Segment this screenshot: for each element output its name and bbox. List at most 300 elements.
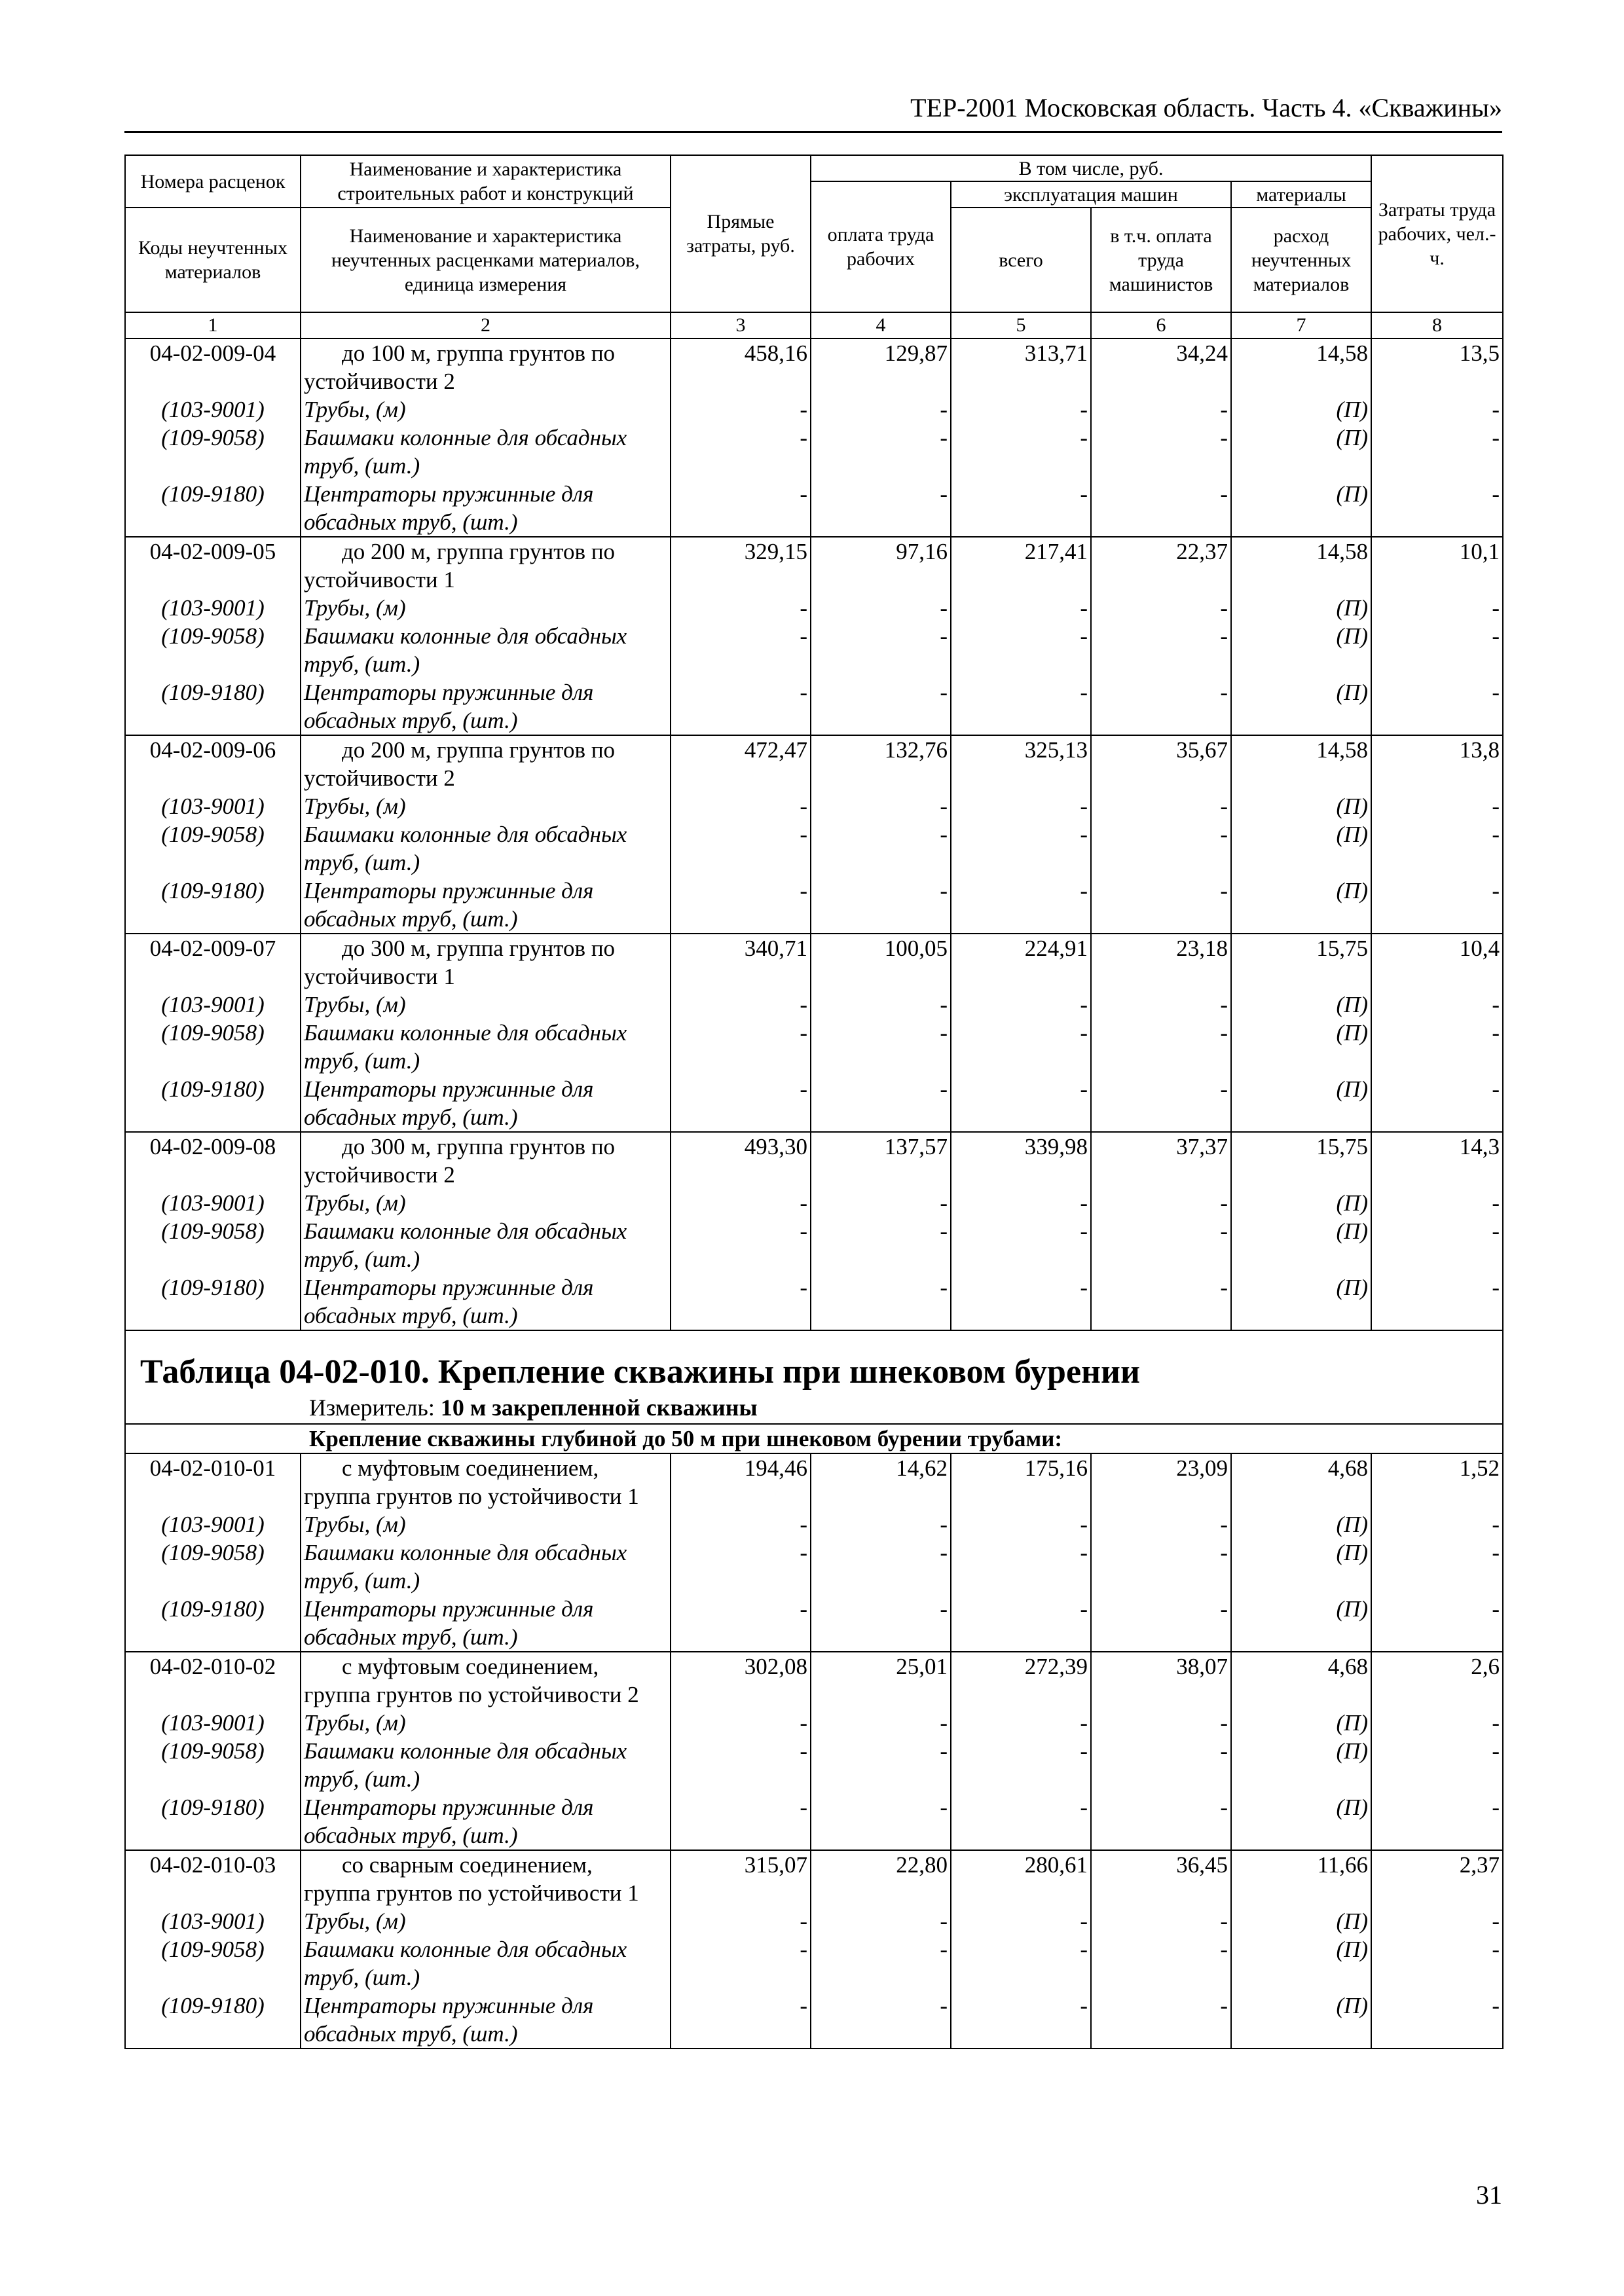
machines-cell: [951, 1453, 1091, 1652]
machinists-cell: [1091, 735, 1231, 934]
material-wages-value: -: [940, 1540, 948, 1565]
labor-value: 2,37: [1459, 1852, 1500, 1878]
rate-code-cell: [125, 1132, 301, 1330]
wages-cell: [811, 1652, 951, 1850]
work-name-line: со сварным соединением,: [342, 1852, 593, 1878]
rate-code: 04-02-010-03: [149, 1852, 276, 1878]
material-labor-value: -: [1492, 425, 1500, 450]
material-direct-value: -: [800, 992, 807, 1017]
material-machines-value: -: [1080, 1190, 1088, 1216]
header-wages: оплата труда рабочих: [811, 181, 951, 312]
material-name: Трубы, (м): [304, 1710, 406, 1736]
material-code: (103-9001): [161, 1710, 265, 1736]
rate-record: [125, 537, 1503, 735]
material-wages-value: -: [940, 1190, 948, 1216]
machinists-value: 22,37: [1176, 539, 1228, 564]
material-machinists-value: -: [1220, 822, 1228, 847]
material-machinists-value: -: [1220, 793, 1228, 819]
work-name-line: до 300 м, группа грунтов по: [342, 936, 616, 961]
material-code: (109-9058): [161, 623, 265, 649]
wages-value: 100,05: [884, 936, 948, 961]
material-machines-value: -: [1080, 1993, 1088, 2018]
rate-code: 04-02-010-02: [149, 1654, 276, 1679]
material-name: обсадных труб, (шт.): [304, 2021, 518, 2047]
materials-value: 15,75: [1316, 1134, 1369, 1159]
material-machines-value: -: [1080, 397, 1088, 422]
material-machinists-value: -: [1220, 1275, 1228, 1300]
material-name: Трубы, (м): [304, 992, 406, 1017]
material-materials-value: (П): [1336, 1275, 1369, 1300]
material-name: обсадных труб, (шт.): [304, 1823, 518, 1848]
rate-code-cell: [125, 934, 301, 1132]
running-header: ТЕР-2001 Московская область. Часть 4. «Скважины»: [910, 93, 1502, 122]
material-machinists-value: -: [1220, 1512, 1228, 1537]
material-direct-value: -: [800, 623, 807, 649]
material-name: обсадных труб, (шт.): [304, 1303, 518, 1328]
material-wages-value: -: [940, 623, 948, 649]
machinists-cell: [1091, 1453, 1231, 1652]
material-machines-value: -: [1080, 793, 1088, 819]
material-wages-value: -: [940, 992, 948, 1017]
material-name: обсадных труб, (шт.): [304, 1624, 518, 1650]
rate-name-cell: [301, 1453, 671, 1652]
direct-value: 458,16: [744, 340, 807, 366]
material-machinists-value: -: [1220, 1190, 1228, 1216]
direct-value: 340,71: [744, 936, 807, 961]
wages-cell: [811, 1850, 951, 2049]
material-machines-value: -: [1080, 1020, 1088, 1046]
rate-code-cell: [125, 1453, 301, 1652]
material-direct-value: -: [800, 1908, 807, 1934]
materials-cell: [1231, 1453, 1371, 1652]
machines-value: 224,91: [1024, 936, 1088, 961]
section-block: [125, 1330, 1503, 1453]
material-direct-value: -: [800, 1937, 807, 1962]
material-labor-value: -: [1492, 1596, 1500, 1622]
material-labor-value: -: [1492, 878, 1500, 903]
rate-name-cell: [301, 1652, 671, 1850]
direct-value: 472,47: [744, 737, 807, 763]
material-materials-value: (П): [1336, 793, 1369, 819]
material-wages-value: -: [940, 793, 948, 819]
wages-cell: [811, 934, 951, 1132]
materials-value: 14,58: [1316, 737, 1369, 763]
materials-cell: [1231, 1132, 1371, 1330]
price-table: [124, 155, 1504, 2049]
material-machinists-value: -: [1220, 1937, 1228, 1962]
material-machinists-value: -: [1220, 425, 1228, 450]
labor-cell: [1371, 1132, 1503, 1330]
material-code: (109-9058): [161, 1218, 265, 1244]
rate-record: [125, 735, 1503, 934]
header-direct-costs: Прямые затраты, руб.: [671, 155, 811, 312]
machinists-cell: [1091, 537, 1231, 735]
wages-cell: [811, 338, 951, 537]
material-labor-value: -: [1492, 1710, 1500, 1736]
rate-code: 04-02-009-07: [149, 936, 276, 961]
work-name-line: с муфтовым соединением,: [342, 1455, 599, 1481]
material-machinists-value: -: [1220, 1908, 1228, 1934]
material-direct-value: -: [800, 595, 807, 621]
material-labor-value: -: [1492, 1795, 1500, 1820]
header-rate-numbers: Номера расценок: [125, 155, 301, 208]
direct-value: 302,08: [744, 1654, 807, 1679]
material-labor-value: -: [1492, 1218, 1500, 1244]
material-materials-value: (П): [1336, 1738, 1369, 1764]
material-direct-value: -: [800, 481, 807, 507]
work-name-line: группа грунтов по устойчивости 2: [304, 1682, 639, 1707]
material-labor-value: -: [1492, 397, 1500, 422]
machines-value: 175,16: [1024, 1455, 1088, 1481]
material-labor-value: -: [1492, 623, 1500, 649]
materials-value: 15,75: [1316, 936, 1369, 961]
material-code: (109-9058): [161, 425, 265, 450]
material-wages-value: -: [940, 1076, 948, 1102]
rate-record: [125, 1850, 1503, 2049]
machines-cell: [951, 1850, 1091, 2049]
material-machinists-value: -: [1220, 1076, 1228, 1102]
header-labor-costs: Затраты труда рабочих, чел.-ч.: [1371, 155, 1503, 312]
rate-code: 04-02-010-01: [149, 1455, 276, 1481]
material-wages-value: -: [940, 1795, 948, 1820]
header-materials-group: материалы: [1231, 181, 1371, 208]
material-machines-value: -: [1080, 481, 1088, 507]
material-labor-value: -: [1492, 1937, 1500, 1962]
machines-cell: [951, 934, 1091, 1132]
material-name: труб, (шт.): [304, 651, 420, 677]
machines-cell: [951, 1652, 1091, 1850]
column-number: 8: [1371, 312, 1503, 338]
material-machines-value: -: [1080, 623, 1088, 649]
material-materials-value: (П): [1336, 1596, 1369, 1622]
material-code: (109-9180): [161, 878, 265, 903]
materials-value: 11,66: [1317, 1852, 1369, 1878]
material-wages-value: -: [940, 425, 948, 450]
material-materials-value: (П): [1336, 1218, 1369, 1244]
material-code: (109-9180): [161, 680, 265, 705]
measure-line: [126, 1394, 1502, 1423]
material-materials-value: (П): [1336, 1190, 1369, 1216]
header-uncounted-materials: расход неучтенных материалов: [1231, 208, 1371, 312]
material-code: (109-9180): [161, 1993, 265, 2018]
material-labor-value: -: [1492, 595, 1500, 621]
column-number: 2: [301, 312, 671, 338]
rate-code-cell: [125, 1652, 301, 1850]
header-work-name: Наименование и характеристика строительных работ и конструкций: [301, 155, 671, 208]
material-name: обсадных труб, (шт.): [304, 509, 518, 535]
material-machines-value: -: [1080, 1540, 1088, 1565]
wages-value: 22,80: [896, 1852, 948, 1878]
rate-name-cell: [301, 338, 671, 537]
material-code: (103-9001): [161, 992, 265, 1017]
labor-value: 13,8: [1459, 737, 1500, 763]
work-name-line: группа грунтов по устойчивости 1: [304, 1484, 639, 1509]
work-name-line: до 100 м, группа грунтов по: [342, 340, 616, 366]
rate-code-cell: [125, 735, 301, 934]
material-direct-value: -: [800, 397, 807, 422]
material-wages-value: -: [940, 1596, 948, 1622]
material-machinists-value: -: [1220, 595, 1228, 621]
labor-cell: [1371, 338, 1503, 537]
rate-name-cell: [301, 934, 671, 1132]
material-name: обсадных труб, (шт.): [304, 708, 518, 733]
material-machines-value: -: [1080, 878, 1088, 903]
machinists-value: 34,24: [1176, 340, 1228, 366]
material-labor-value: -: [1492, 793, 1500, 819]
direct-cell: [671, 735, 811, 934]
material-labor-value: -: [1492, 1512, 1500, 1537]
material-name: Центраторы пружинные для: [304, 1795, 594, 1820]
material-labor-value: -: [1492, 1738, 1500, 1764]
material-wages-value: -: [940, 1275, 948, 1300]
material-wages-value: -: [940, 1993, 948, 2018]
material-code: (109-9058): [161, 1540, 265, 1565]
material-labor-value: -: [1492, 1993, 1500, 2018]
work-name-line: устойчивости 2: [304, 765, 455, 791]
material-materials-value: (П): [1336, 1908, 1369, 1934]
material-machinists-value: -: [1220, 397, 1228, 422]
material-machinists-value: -: [1220, 623, 1228, 649]
material-labor-value: -: [1492, 680, 1500, 705]
material-name: Центраторы пружинные для: [304, 878, 594, 903]
labor-cell: [1371, 1652, 1503, 1850]
material-direct-value: -: [800, 425, 807, 450]
material-code: (103-9001): [161, 793, 265, 819]
machinists-value: 37,37: [1176, 1134, 1228, 1159]
machinists-value: 35,67: [1176, 737, 1228, 763]
direct-cell: [671, 1132, 811, 1330]
material-machinists-value: -: [1220, 481, 1228, 507]
material-materials-value: (П): [1336, 595, 1369, 621]
machines-value: 217,41: [1024, 539, 1088, 564]
rate-code-cell: [125, 537, 301, 735]
material-materials-value: (П): [1336, 1512, 1369, 1537]
column-number: 6: [1091, 312, 1231, 338]
column-number: 7: [1231, 312, 1371, 338]
material-machinists-value: -: [1220, 1596, 1228, 1622]
work-name-line: устойчивости 2: [304, 369, 455, 394]
material-direct-value: -: [800, 1795, 807, 1820]
material-machinists-value: -: [1220, 1710, 1228, 1736]
rate-name-cell: [301, 1850, 671, 2049]
material-machines-value: -: [1080, 1596, 1088, 1622]
material-name: Центраторы пружинные для: [304, 1596, 594, 1622]
labor-cell: [1371, 1453, 1503, 1652]
material-code: (109-9058): [161, 822, 265, 847]
material-machines-value: -: [1080, 1795, 1088, 1820]
rate-name-cell: [301, 735, 671, 934]
material-materials-value: (П): [1336, 1020, 1369, 1046]
work-name-line: до 200 м, группа грунтов по: [342, 539, 616, 564]
material-direct-value: -: [800, 1710, 807, 1736]
materials-cell: [1231, 1652, 1371, 1850]
column-number: 4: [811, 312, 951, 338]
materials-cell: [1231, 735, 1371, 934]
material-labor-value: -: [1492, 1275, 1500, 1300]
material-materials-value: (П): [1336, 481, 1369, 507]
machines-cell: [951, 537, 1091, 735]
material-code: (109-9180): [161, 1795, 265, 1820]
material-direct-value: -: [800, 1993, 807, 2018]
materials-cell: [1231, 338, 1371, 537]
material-code: (103-9001): [161, 397, 265, 422]
material-direct-value: -: [800, 1020, 807, 1046]
machines-cell: [951, 735, 1091, 934]
material-name: Башмаки колонные для обсадных: [304, 1218, 627, 1244]
header-material-names: Наименование и характеристика неучтенных расценками материалов, единица измерения: [301, 208, 671, 312]
materials-value: 4,68: [1327, 1455, 1369, 1481]
rate-record: [125, 1453, 1503, 1652]
machinists-cell: [1091, 338, 1231, 537]
page-number: 31: [1476, 2180, 1502, 2210]
machinists-cell: [1091, 1132, 1231, 1330]
material-code: (109-9058): [161, 1738, 265, 1764]
material-machinists-value: -: [1220, 680, 1228, 705]
material-direct-value: -: [800, 1218, 807, 1244]
material-name: Центраторы пружинные для: [304, 680, 594, 705]
material-name: Трубы, (м): [304, 1908, 406, 1934]
header-machines-total: всего: [951, 208, 1091, 312]
material-name: труб, (шт.): [304, 1048, 420, 1074]
labor-value: 13,5: [1459, 340, 1500, 366]
machines-value: 313,71: [1024, 340, 1088, 366]
material-direct-value: -: [800, 1076, 807, 1102]
material-name: обсадных труб, (шт.): [304, 1104, 518, 1130]
material-machinists-value: -: [1220, 1218, 1228, 1244]
direct-cell: [671, 1850, 811, 2049]
direct-cell: [671, 1652, 811, 1850]
labor-value: 2,6: [1471, 1654, 1500, 1679]
work-name-line: устойчивости 1: [304, 567, 455, 592]
section-subheading: Крепление скважины глубиной до 50 м при шнековом бурении трубами:: [125, 1424, 1503, 1453]
rate-name-cell: [301, 1132, 671, 1330]
material-labor-value: -: [1492, 1540, 1500, 1565]
material-machines-value: -: [1080, 1738, 1088, 1764]
machinists-value: 23,09: [1176, 1455, 1228, 1481]
rate-code-cell: [125, 1850, 301, 2049]
material-wages-value: -: [940, 1738, 948, 1764]
work-name-line: устойчивости 1: [304, 964, 455, 989]
labor-value: 14,3: [1459, 1134, 1500, 1159]
material-name: Центраторы пружинные для: [304, 1275, 594, 1300]
materials-value: 14,58: [1316, 539, 1369, 564]
records-part1: [125, 338, 1503, 1330]
material-name: Трубы, (м): [304, 793, 406, 819]
wages-value: 14,62: [896, 1455, 948, 1481]
material-wages-value: -: [940, 1218, 948, 1244]
material-name: Центраторы пружинные для: [304, 1076, 594, 1102]
direct-cell: [671, 1453, 811, 1652]
material-materials-value: (П): [1336, 1710, 1369, 1736]
material-name: Трубы, (м): [304, 1512, 406, 1537]
material-direct-value: -: [800, 1190, 807, 1216]
wages-cell: [811, 1132, 951, 1330]
material-machines-value: -: [1080, 425, 1088, 450]
material-machines-value: -: [1080, 595, 1088, 621]
work-name-line: устойчивости 2: [304, 1162, 455, 1188]
material-machinists-value: -: [1220, 1738, 1228, 1764]
machinists-value: 36,45: [1176, 1852, 1228, 1878]
material-direct-value: -: [800, 878, 807, 903]
material-wages-value: -: [940, 1937, 948, 1962]
rate-code: 04-02-009-06: [149, 737, 276, 763]
material-machines-value: -: [1080, 680, 1088, 705]
material-name: Центраторы пружинные для: [304, 1993, 594, 2018]
material-name: труб, (шт.): [304, 1965, 420, 1990]
material-wages-value: -: [940, 1710, 948, 1736]
machines-value: 325,13: [1024, 737, 1088, 763]
material-name: труб, (шт.): [304, 453, 420, 479]
machines-cell: [951, 1132, 1091, 1330]
table-title: Таблица 04-02-010. Крепление скважины при шнековом бурении: [140, 1353, 1140, 1391]
header-material-codes: Коды неучтенных материалов: [125, 208, 301, 312]
material-materials-value: (П): [1336, 680, 1369, 705]
wages-value: 25,01: [896, 1654, 948, 1679]
rate-code: 04-02-009-04: [149, 340, 276, 366]
direct-value: 493,30: [744, 1134, 807, 1159]
work-name-line: с муфтовым соединением,: [342, 1654, 599, 1679]
material-labor-value: -: [1492, 1908, 1500, 1934]
machinists-cell: [1091, 934, 1231, 1132]
material-direct-value: -: [800, 1738, 807, 1764]
material-code: (109-9058): [161, 1020, 265, 1046]
material-name: труб, (шт.): [304, 850, 420, 875]
rate-record: [125, 1652, 1503, 1850]
material-code: (109-9180): [161, 1275, 265, 1300]
section-title-cell: [125, 1330, 1503, 1424]
wages-cell: [811, 735, 951, 934]
wages-cell: [811, 537, 951, 735]
material-machines-value: -: [1080, 992, 1088, 1017]
material-name: Башмаки колонные для обсадных: [304, 1937, 627, 1962]
material-wages-value: -: [940, 1908, 948, 1934]
material-materials-value: (П): [1336, 992, 1369, 1017]
material-wages-value: -: [940, 1020, 948, 1046]
material-labor-value: -: [1492, 1076, 1500, 1102]
material-name: Трубы, (м): [304, 1190, 406, 1216]
table-header: [125, 155, 1503, 338]
material-labor-value: -: [1492, 1020, 1500, 1046]
rate-code: 04-02-009-05: [149, 539, 276, 564]
material-name: Башмаки колонные для обсадных: [304, 822, 627, 847]
material-materials-value: (П): [1336, 822, 1369, 847]
material-code: (109-9180): [161, 481, 265, 507]
material-materials-value: (П): [1336, 878, 1369, 903]
labor-cell: [1371, 735, 1503, 934]
labor-value: 10,4: [1459, 936, 1500, 961]
direct-value: 315,07: [744, 1852, 807, 1878]
material-materials-value: (П): [1336, 1076, 1369, 1102]
material-wages-value: -: [940, 822, 948, 847]
material-direct-value: -: [800, 1512, 807, 1537]
material-name: труб, (шт.): [304, 1247, 420, 1272]
material-direct-value: -: [800, 822, 807, 847]
machines-value: 280,61: [1024, 1852, 1088, 1878]
material-machinists-value: -: [1220, 878, 1228, 903]
material-labor-value: -: [1492, 481, 1500, 507]
wages-cell: [811, 1453, 951, 1652]
material-wages-value: -: [940, 1512, 948, 1537]
labor-cell: [1371, 934, 1503, 1132]
material-code: (109-9180): [161, 1596, 265, 1622]
material-materials-value: (П): [1336, 623, 1369, 649]
material-name: Башмаки колонные для обсадных: [304, 1540, 627, 1565]
records-part2: [125, 1453, 1503, 2049]
material-materials-value: (П): [1336, 425, 1369, 450]
material-code: (109-9180): [161, 1076, 265, 1102]
material-wages-value: -: [940, 680, 948, 705]
machinists-value: 38,07: [1176, 1654, 1228, 1679]
